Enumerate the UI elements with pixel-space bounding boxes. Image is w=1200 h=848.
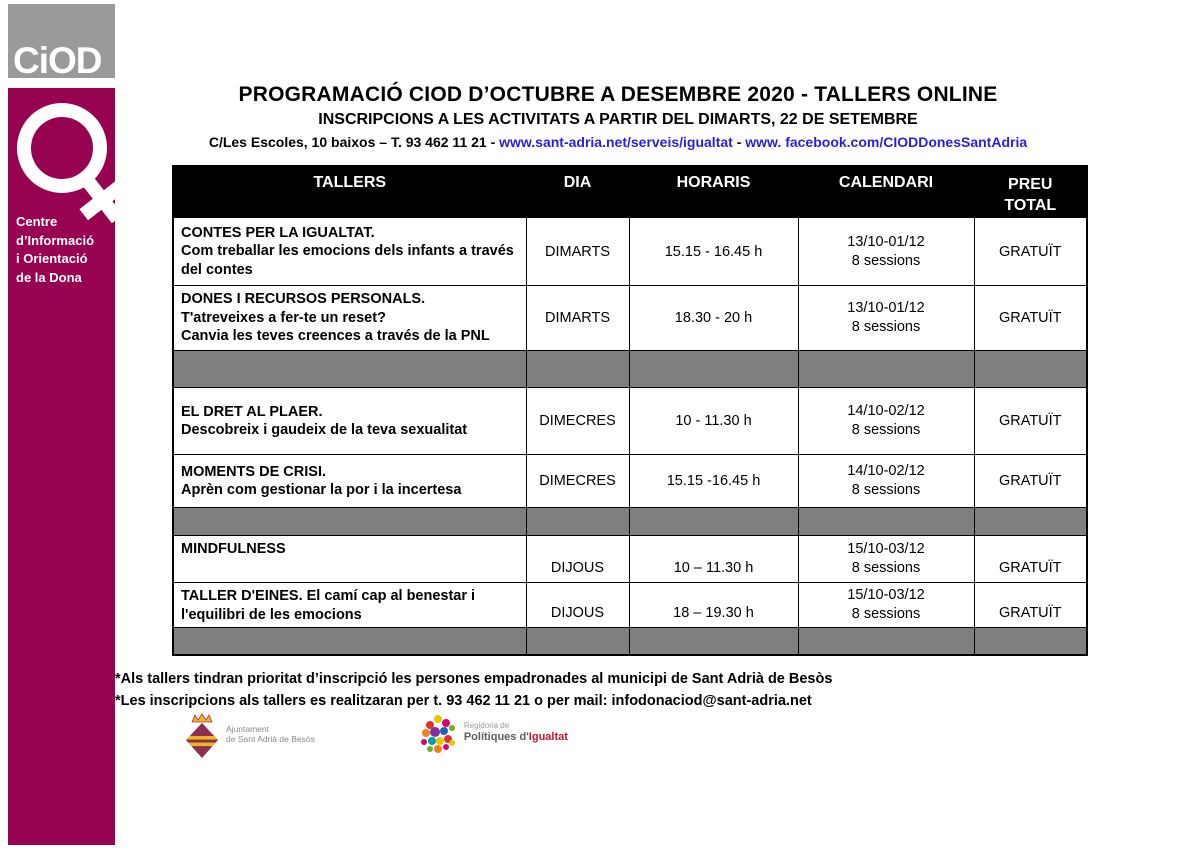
- calendari-cell: 14/10-02/12 8 sessions: [798, 388, 974, 455]
- page-header: [150, 83, 1086, 150]
- workshops-table: [172, 165, 1088, 656]
- table-header: [173, 166, 1087, 218]
- spacer-cell: [173, 351, 526, 388]
- workshop-title-cell: TALLER D'EINES. El camí cap al benestar i l'equilibri de les emocions: [173, 583, 526, 628]
- ciod-logo-text: CiOD: [13, 39, 102, 81]
- horaris-cell: 15.15 -16.45 h: [629, 455, 798, 508]
- org-name-line: Centre: [16, 214, 58, 229]
- column-header-horaris: HORARIS: [629, 166, 798, 218]
- dia-cell: DIMECRES: [526, 455, 629, 508]
- calendari-cell: 14/10-02/12 8 sessions: [798, 455, 974, 508]
- spacer-cell: [974, 628, 1087, 655]
- workshop-title-cell: MINDFULNESS: [173, 536, 526, 583]
- spacer-cell: [173, 628, 526, 655]
- calendari-cell: 13/10-01/12 8 sessions: [798, 218, 974, 286]
- workshop-row: [173, 455, 1087, 508]
- preu-cell: GRATUÏT: [974, 455, 1087, 508]
- workshop-title-cell: MOMENTS DE CRISI. Aprèn com gestionar la por i la incertesa: [173, 455, 526, 508]
- spacer-cell: [798, 351, 974, 388]
- column-header-dia: DIA: [526, 166, 629, 218]
- workshop-row: [173, 536, 1087, 583]
- header-row: [173, 166, 1087, 218]
- dia-cell: DIMARTS: [526, 218, 629, 286]
- dia-cell: DIJOUS: [526, 583, 629, 628]
- spacer-cell: [526, 628, 629, 655]
- note-inscription: *Les inscripcions als tallers es realitzaran per t. 93 462 11 21 o per mail: infodonaciod@sant-adria.net: [115, 692, 812, 709]
- workshop-title-cell: DONES I RECURSOS PERSONALS. T'atreveixes a fer-te un reset? Canvia les teves creences a través de la PNL: [173, 286, 526, 351]
- footer-logos: [185, 713, 568, 759]
- spacer-row: [173, 351, 1087, 388]
- horaris-cell: 15.15 - 16.45 h: [629, 218, 798, 286]
- org-name-line: i Orientació: [16, 251, 88, 266]
- spacer-cell: [173, 508, 526, 536]
- dia-cell: DIMECRES: [526, 388, 629, 455]
- org-name: [16, 213, 94, 287]
- table-body: [173, 218, 1087, 655]
- horaris-cell: 10 - 11.30 h: [629, 388, 798, 455]
- spacer-row: [173, 508, 1087, 536]
- spacer-row: [173, 628, 1087, 655]
- calendari-cell: 15/10-03/12 8 sessions: [798, 536, 974, 583]
- preu-cell: GRATUÏT: [974, 218, 1087, 286]
- horaris-cell: 10 – 11.30 h: [629, 536, 798, 583]
- horaris-cell: 18 – 19.30 h: [629, 583, 798, 628]
- page-title: PROGRAMACIÓ CIOD D’OCTUBRE A DESEMBRE 2020 - TALLERS ONLINE: [238, 83, 998, 106]
- ciod-logo-box: [8, 4, 115, 81]
- workshop-row: [173, 286, 1087, 351]
- column-header-calendari: CALENDARI: [798, 166, 974, 218]
- website-link[interactable]: www.sant-adria.net/serveis/igualtat: [499, 134, 733, 150]
- preu-cell: GRATUÏT: [974, 286, 1087, 351]
- ajuntament-logo-text: Ajuntament de Sant Adrià de Besòs: [226, 724, 315, 744]
- workshop-title-cell: EL DRET AL PLAER. Descobreix i gaudeix de la teva sexualitat: [173, 388, 526, 455]
- dots-cluster-icon: [418, 713, 458, 762]
- link-separator: -: [736, 134, 742, 150]
- spacer-cell: [974, 351, 1087, 388]
- preu-cell: GRATUÏT: [974, 583, 1087, 628]
- workshop-row: [173, 218, 1087, 286]
- ajuntament-crest-icon: [185, 713, 219, 764]
- spacer-cell: [526, 351, 629, 388]
- facebook-link[interactable]: www. facebook.com/CIODDonesSantAdria: [745, 134, 1028, 150]
- workshop-row: [173, 388, 1087, 455]
- preu-cell: GRATUÏT: [974, 388, 1087, 455]
- org-name-line: d’Informació: [16, 232, 95, 248]
- address-text: C/Les Escoles, 10 baixos – T. 93 462 11 21 -: [208, 134, 496, 150]
- regidoria-logo: [418, 713, 568, 762]
- spacer-cell: [629, 508, 798, 536]
- ajuntament-logo: [185, 713, 315, 764]
- calendari-cell: 13/10-01/12 8 sessions: [798, 286, 974, 351]
- contact-line: [150, 134, 1086, 150]
- column-header-tallers: TALLERS: [173, 166, 526, 218]
- note-priority: *Als tallers tindran prioritat d’inscripció les persones empadronades al municipi de Sant Adrià de Besòs: [115, 671, 833, 687]
- page-subtitle: INSCRIPCIONS A LES ACTIVITATS A PARTIR DEL DIMARTS, 22 DE SETEMBRE: [318, 111, 918, 128]
- preu-cell: GRATUÏT: [974, 536, 1087, 583]
- spacer-cell: [798, 508, 974, 536]
- calendari-cell: 15/10-03/12 8 sessions: [798, 583, 974, 628]
- spacer-cell: [629, 351, 798, 388]
- column-header-preu-total: PREU TOTAL: [974, 166, 1087, 218]
- sidebar-magenta-panel: [8, 88, 115, 845]
- footer-notes: [115, 669, 832, 712]
- dia-cell: DIMARTS: [526, 286, 629, 351]
- horaris-cell: 18.30 - 20 h: [629, 286, 798, 351]
- spacer-cell: [798, 628, 974, 655]
- dia-cell: DIJOUS: [526, 536, 629, 583]
- spacer-cell: [526, 508, 629, 536]
- spacer-cell: [629, 628, 798, 655]
- org-name-line: de la Dona: [16, 269, 82, 285]
- workshop-title-cell: CONTES PER LA IGUALTAT. Com treballar les emocions dels infants a través del contes: [173, 218, 526, 286]
- spacer-cell: [974, 508, 1087, 536]
- workshop-row: [173, 583, 1087, 628]
- regidoria-logo-text: Regidoria de Polítiques d'Igualtat: [463, 721, 568, 743]
